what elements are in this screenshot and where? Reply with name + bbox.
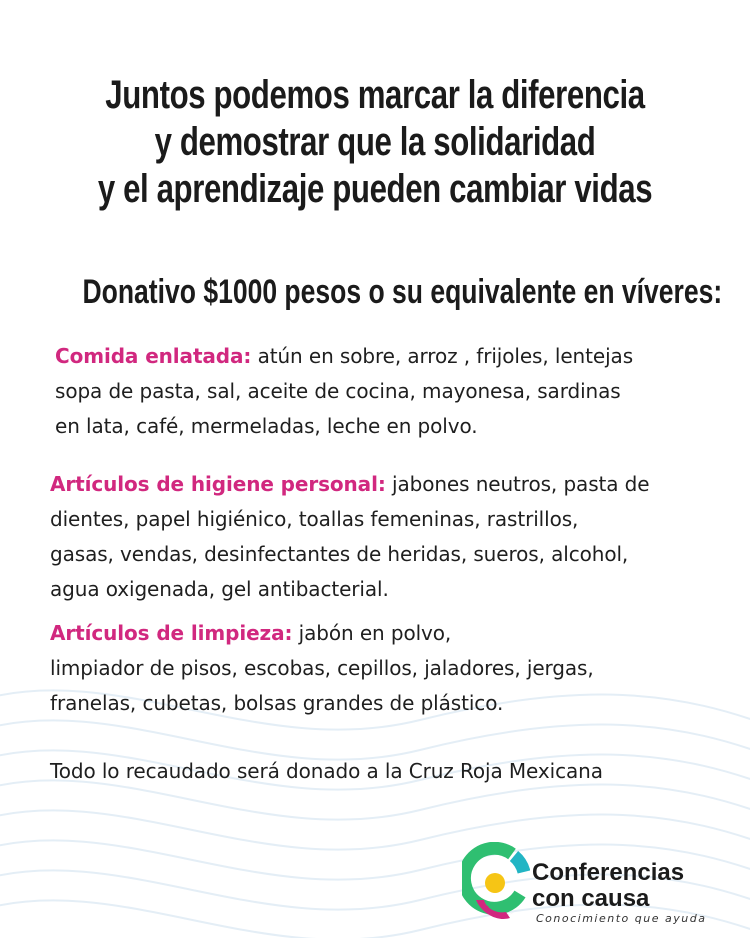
cleaning-line-2: limpiador de pisos, escobas, cepillos, jaladores, jergas, [50, 656, 594, 680]
hygiene-line-4: agua oxigenada, gel antibacterial. [50, 577, 389, 601]
canned-food-label: Comida enlatada: [55, 344, 252, 368]
hygiene-line-1 [50, 467, 649, 502]
canned-food-text-1: atún en sobre, arroz , frijoles, lentejas [251, 344, 634, 368]
cleaning-text-1: jabón en polvo, [292, 621, 452, 645]
logo-name [532, 860, 684, 912]
closing-text: Todo lo recaudado será donado a la Cruz Roja Mexicana [50, 759, 603, 783]
hygiene-label: Artículos de higiene personal: [50, 472, 386, 496]
hygiene-text-1: jabones neutros, pasta de [385, 472, 650, 496]
canned-food-line-2: sopa de pasta, sal, aceite de cocina, mayonesa, sardinas [55, 379, 621, 403]
hygiene-line-2: dientes, papel higiénico, toallas femeninas, rastrillos, [50, 507, 579, 531]
logo-tagline: Conocimiento que ayuda [536, 912, 707, 925]
logo-name-line-2: con causa [532, 885, 650, 912]
hygiene-section [50, 467, 649, 607]
donation-title: Donativo $1000 pesos o su equivalente en víveres: [82, 273, 723, 311]
canned-food-line-1 [55, 339, 633, 374]
headline [83, 72, 668, 213]
cleaning-line-1 [50, 616, 594, 651]
canned-food-line-3: en lata, café, mermeladas, leche en polvo. [55, 414, 478, 438]
cleaning-line-3: franelas, cubetas, bolsas grandes de plástico. [50, 691, 504, 715]
hygiene-line-3: gasas, vendas, desinfectantes de heridas, sueros, alcohol, [50, 542, 629, 566]
cleaning-label: Artículos de limpieza: [50, 621, 293, 645]
headline-line-3: y el aprendizaje pueden cambiar vidas [97, 167, 653, 211]
headline-line-2: y demostrar que la solidaridad [154, 120, 596, 164]
logo-mark-icon [462, 842, 530, 922]
cleaning-section [50, 616, 594, 721]
headline-line-1: Juntos podemos marcar la diferencia [105, 73, 645, 117]
conferencias-con-causa-logo [462, 842, 732, 927]
canned-food-section [55, 339, 633, 444]
logo-name-line-1: Conferencias [532, 859, 685, 886]
